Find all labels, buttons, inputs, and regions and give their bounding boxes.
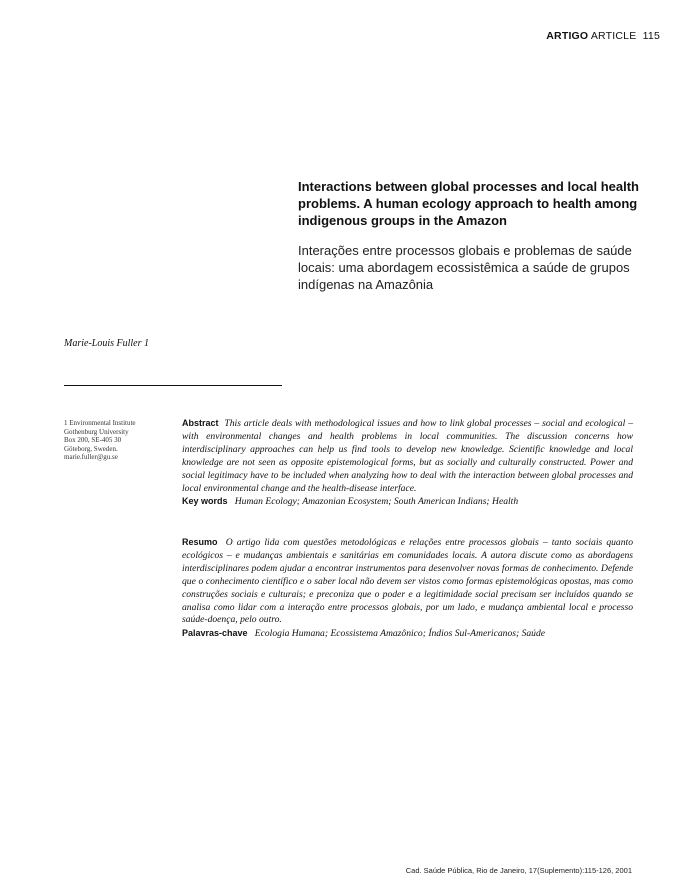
abstract-section [182, 417, 633, 509]
resumo-section [182, 536, 633, 641]
resumo-text: O artigo lida com questões metodológicas e relações entre processos globais – tanto sociais quanto ecológicos – e mudanças ambientais e sanitárias em comunidades locais. A autora discute como as abordagens interdisciplinares podem ajudar a encontrar instrumentos para desenvolver novas formas de conhecimento. Defende que o conhecimento científico e o saber local não devem ser vistos como formas epistemológicas opostas, mas como construções sociais e culturais; e preconiza que o poder e a legitimidade social precisam ser incluídos quando se analisa como lidar com a interação entre processos globais, por um lado, e mudança ambiental local e processo saúde-doença, pelo outro. [182, 537, 633, 626]
abstract-text: This article deals with methodological issues and how to link global processes – social and ecological – with environmental changes and health problems in local communities. The discussion concerns how interdisciplinary approaches can help us find tools to develop new knowledge. Scientific knowledge and local knowledge are not seen as opposite epistemological forms, but as socially and culturally constructed. Power and social legitimacy have to be included when analyzing how to deal with the interaction between global processes and local environmental change and the health-disease interface. [182, 418, 634, 494]
resumo-label: Resumo [182, 537, 218, 547]
article-label-pt: ARTIGO [546, 30, 589, 42]
affiliation-line: Göteborg, Sweden. [64, 444, 118, 453]
article-label-en: ARTICLE [590, 30, 637, 42]
affiliation-line: Box 200, SE-405 30 [64, 436, 122, 444]
palavras-chave-text: Ecologia Humana; Ecossistema Amazônico; Índios Sul-Americanos; Saúde [254, 628, 546, 640]
affiliation-email: marie.fuller@gu.se [64, 453, 118, 461]
abstract-label: Abstract [182, 418, 219, 428]
author-name: Marie-Louis Fuller 1 [64, 338, 149, 349]
title-english: Interactions between global processes and local health problems. A human ecology approach to health among indigenous groups in the Amazon [298, 179, 639, 228]
keywords-text: Human Ecology; Amazonian Ecosystem; South American Indians; Health [234, 496, 519, 508]
page-number: 115 [642, 30, 660, 42]
author-affiliation [64, 419, 174, 462]
divider-rule [64, 385, 282, 386]
keywords-label: Key words [182, 496, 228, 507]
affiliation-line: Gothenburg University [64, 427, 129, 436]
palavras-chave-label: Palavras-chave [182, 628, 248, 639]
title-block [298, 178, 658, 293]
affiliation-line: 1 Environmental Institute [64, 419, 136, 427]
title-portuguese: Interações entre processos globais e problemas de saúde locais: uma abordagem ecossistêmica a saúde de grupos indígenas na Amazônia [298, 243, 632, 292]
page-header [546, 30, 660, 42]
citation-footer: Cad. Saúde Pública, Rio de Janeiro, 17(Suplemento):115-126, 2001 [405, 866, 632, 875]
